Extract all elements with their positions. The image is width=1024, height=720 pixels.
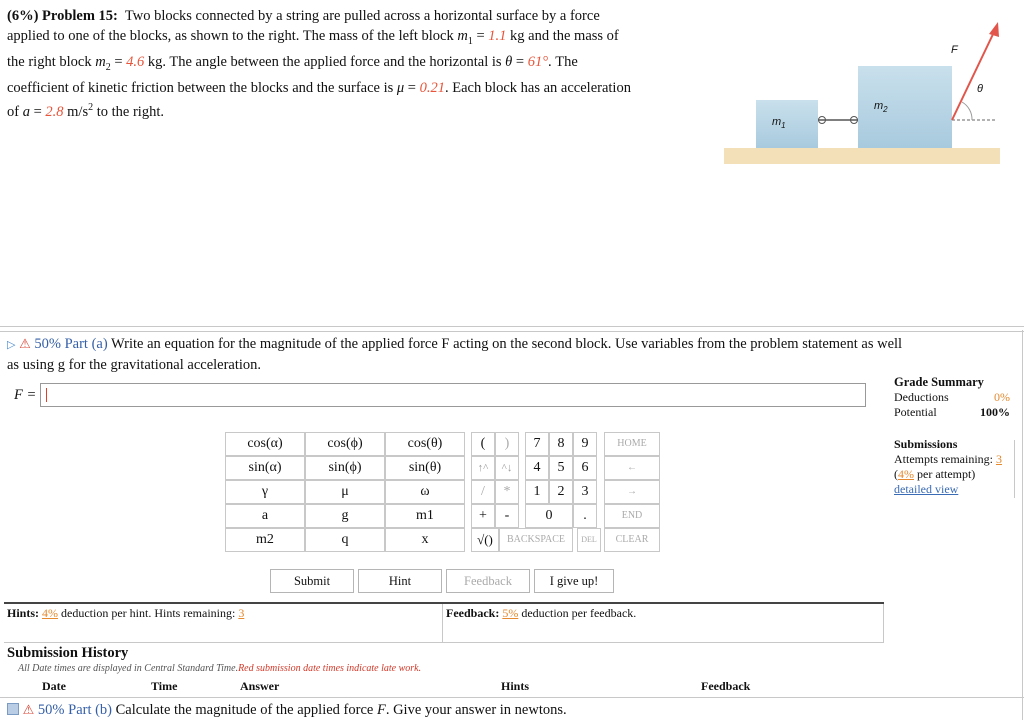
key-sin-phi[interactable]: sin(ϕ) — [305, 456, 385, 480]
label-force: F — [951, 44, 958, 56]
key-dot[interactable]: . — [573, 504, 597, 528]
key-multiply[interactable]: * — [495, 480, 519, 504]
key-x[interactable]: x — [385, 528, 465, 552]
text-cursor — [46, 388, 47, 402]
answer-label: F = — [14, 387, 37, 403]
part-b-header: ⚠ 50% Part (b) Calculate the magnitude of the applied force F. Give your answer in newtons. — [7, 700, 1017, 720]
key-sin-alpha[interactable]: sin(α) — [225, 456, 305, 480]
block-m2 — [858, 66, 952, 148]
a-value: 2.8 — [45, 103, 64, 120]
submission-history-title: Submission History — [7, 645, 129, 661]
detailed-view-link[interactable]: detailed view — [894, 482, 959, 496]
key-g[interactable]: g — [305, 504, 385, 528]
problem-line-5: of a = 2.8 $m/s^2$ to the right. — [7, 101, 164, 120]
hints-info: Hints: 4% deduction per hint. Hints remaining: 3 — [7, 606, 245, 620]
submissions-divider — [1014, 440, 1015, 498]
deductions-value: 0% — [994, 390, 1010, 404]
label-m1: $m_1$ — [772, 116, 786, 131]
key-1[interactable]: 1 — [525, 480, 549, 504]
key-q[interactable]: q — [305, 528, 385, 552]
right-border — [1022, 330, 1023, 720]
history-col-hints: Hints — [501, 679, 530, 693]
blocks-diagram — [724, 14, 1000, 164]
part-a-text-2: as using g for the gravitational acceleration. — [7, 357, 262, 373]
history-note: All Date times are displayed in Central Standard Time.Red submission date times indicate late work. — [18, 663, 422, 674]
key-8[interactable]: 8 — [549, 432, 573, 456]
key-minus[interactable]: - — [495, 504, 519, 528]
warning-icon: ⚠ — [19, 336, 31, 351]
key-6[interactable]: 6 — [573, 456, 597, 480]
deductions-label: Deductions — [894, 390, 949, 404]
key-home[interactable]: HOME — [604, 432, 660, 456]
key-4[interactable]: 4 — [525, 456, 549, 480]
m2-value: 4.6 — [126, 53, 145, 70]
hint-button[interactable]: Hint — [358, 569, 442, 593]
grade-summary — [894, 375, 1014, 420]
part-b-percent: 50% — [37, 702, 65, 718]
key-9[interactable]: 9 — [573, 432, 597, 456]
part-a-label: Part (a) — [64, 336, 108, 352]
key-backspace[interactable]: BACKSPACE — [499, 528, 573, 552]
history-col-date: Date — [42, 679, 66, 693]
key-3[interactable]: 3 — [573, 480, 597, 504]
hints-label: Hints: — [7, 606, 40, 620]
hints-remaining: 3 — [238, 606, 245, 620]
key-gamma[interactable]: γ — [225, 480, 305, 504]
hint-deduction: 4% — [42, 606, 59, 620]
key-sin-theta[interactable]: sin(θ) — [385, 456, 465, 480]
problem-line-1: (6%) Problem 15: Two blocks connected by a string are pulled across a horizontal surface by a force — [7, 8, 600, 24]
key-0[interactable]: 0 — [525, 504, 573, 528]
problem-line-2: applied to one of the blocks, as shown to the right. The mass of the left block $m_1 = 1.1$ kg and the mass of — [7, 28, 619, 47]
expand-triangle-icon[interactable]: ▷ — [7, 339, 16, 351]
grade-title: Grade Summary — [894, 375, 984, 389]
submissions-box: Submissions Attempts remaining: 3 (4% per attempt) detailed view — [894, 437, 1018, 497]
key-omega[interactable]: ω — [385, 480, 465, 504]
part-b-warning-icon: ⚠ — [22, 702, 35, 717]
hints-feedback-bottom-border — [4, 642, 884, 643]
answer-input[interactable] — [40, 383, 866, 407]
m1-value: 1.1 — [488, 28, 507, 44]
key-a[interactable]: a — [225, 504, 305, 528]
history-col-time: Time — [151, 679, 178, 693]
feedback-deduction: 5% — [502, 606, 519, 620]
key-m2[interactable]: m2 — [225, 528, 305, 552]
key-close-paren[interactable]: ) — [495, 432, 519, 456]
part-b-label: Part (b) — [68, 702, 113, 718]
key-7[interactable]: 7 — [525, 432, 549, 456]
feedback-info: Feedback: 5% deduction per feedback. — [446, 606, 637, 620]
key-5[interactable]: 5 — [549, 456, 573, 480]
hints-feedback-mid-border — [442, 604, 443, 642]
part-a-text: Write an equation for the magnitude of the applied force F acting on the second block. Use variables from the problem statement as well — [111, 336, 903, 352]
key-sqrt[interactable]: √() — [471, 528, 499, 552]
problem-label: (6%) Problem 15: — [7, 8, 118, 24]
submit-button[interactable]: Submit — [270, 569, 354, 593]
part-a-top-border — [0, 331, 1024, 332]
part-a-percent: 50% — [34, 336, 61, 352]
key-right-arrow[interactable]: → — [604, 480, 660, 504]
per-attempt-deduction: 4% — [898, 467, 914, 481]
diagram-drawing — [724, 14, 1000, 164]
key-left-arrow[interactable]: ← — [604, 456, 660, 480]
block-m1 — [756, 100, 818, 148]
key-mu[interactable]: μ — [305, 480, 385, 504]
key-divide[interactable]: / — [471, 480, 495, 504]
angle-arc — [962, 102, 972, 120]
key-2[interactable]: 2 — [549, 480, 573, 504]
feedback-label: Feedback: — [446, 606, 500, 620]
key-plus[interactable]: + — [471, 504, 495, 528]
attempts-remaining: 3 — [995, 452, 1002, 466]
key-del[interactable]: DEL — [577, 528, 601, 552]
hints-feedback-right-border — [883, 604, 884, 642]
part-a-header — [7, 334, 1017, 375]
feedback-button[interactable]: Feedback — [446, 569, 530, 593]
give-up-button[interactable]: I give up! — [534, 569, 614, 593]
problem-divider — [0, 326, 1024, 327]
collapse-icon[interactable] — [7, 703, 19, 715]
key-superscript[interactable]: ↑^ — [471, 456, 495, 480]
force-arrow — [952, 30, 995, 120]
key-open-paren[interactable]: ( — [471, 432, 495, 456]
problem-line-4: coefficient of kinetic friction between the blocks and the surface is μ = 0.21. Each block has an acceleration — [7, 79, 631, 96]
force-arrowhead — [989, 22, 999, 37]
key-m1[interactable]: m1 — [385, 504, 465, 528]
key-subscript[interactable]: ^↓ — [495, 456, 519, 480]
label-theta: θ — [977, 83, 983, 95]
submissions-title: Submissions — [894, 437, 958, 451]
label-m2: $m_2$ — [874, 100, 888, 115]
key-end[interactable]: END — [604, 504, 660, 528]
potential-value: 100% — [980, 405, 1010, 419]
part-b-top-border — [0, 697, 1024, 698]
surface — [724, 148, 1000, 164]
hints-feedback-top-border — [4, 602, 884, 604]
history-col-answer: Answer — [240, 679, 280, 693]
key-cos-alpha[interactable]: cos(α) — [225, 432, 305, 456]
problem-statement — [7, 6, 707, 122]
key-clear[interactable]: CLEAR — [604, 528, 660, 552]
problem-line-3: the right block $m_2 = 4.6$ kg. The angle between the applied force and the horizontal is θ = 61°. The — [7, 53, 578, 73]
theta-value: 61° — [527, 53, 549, 70]
potential-label: Potential — [894, 405, 937, 419]
key-cos-theta[interactable]: cos(θ) — [385, 432, 465, 456]
key-cos-phi[interactable]: cos(ϕ) — [305, 432, 385, 456]
mu-value: 0.21 — [419, 79, 445, 96]
history-col-feedback: Feedback — [701, 679, 751, 693]
